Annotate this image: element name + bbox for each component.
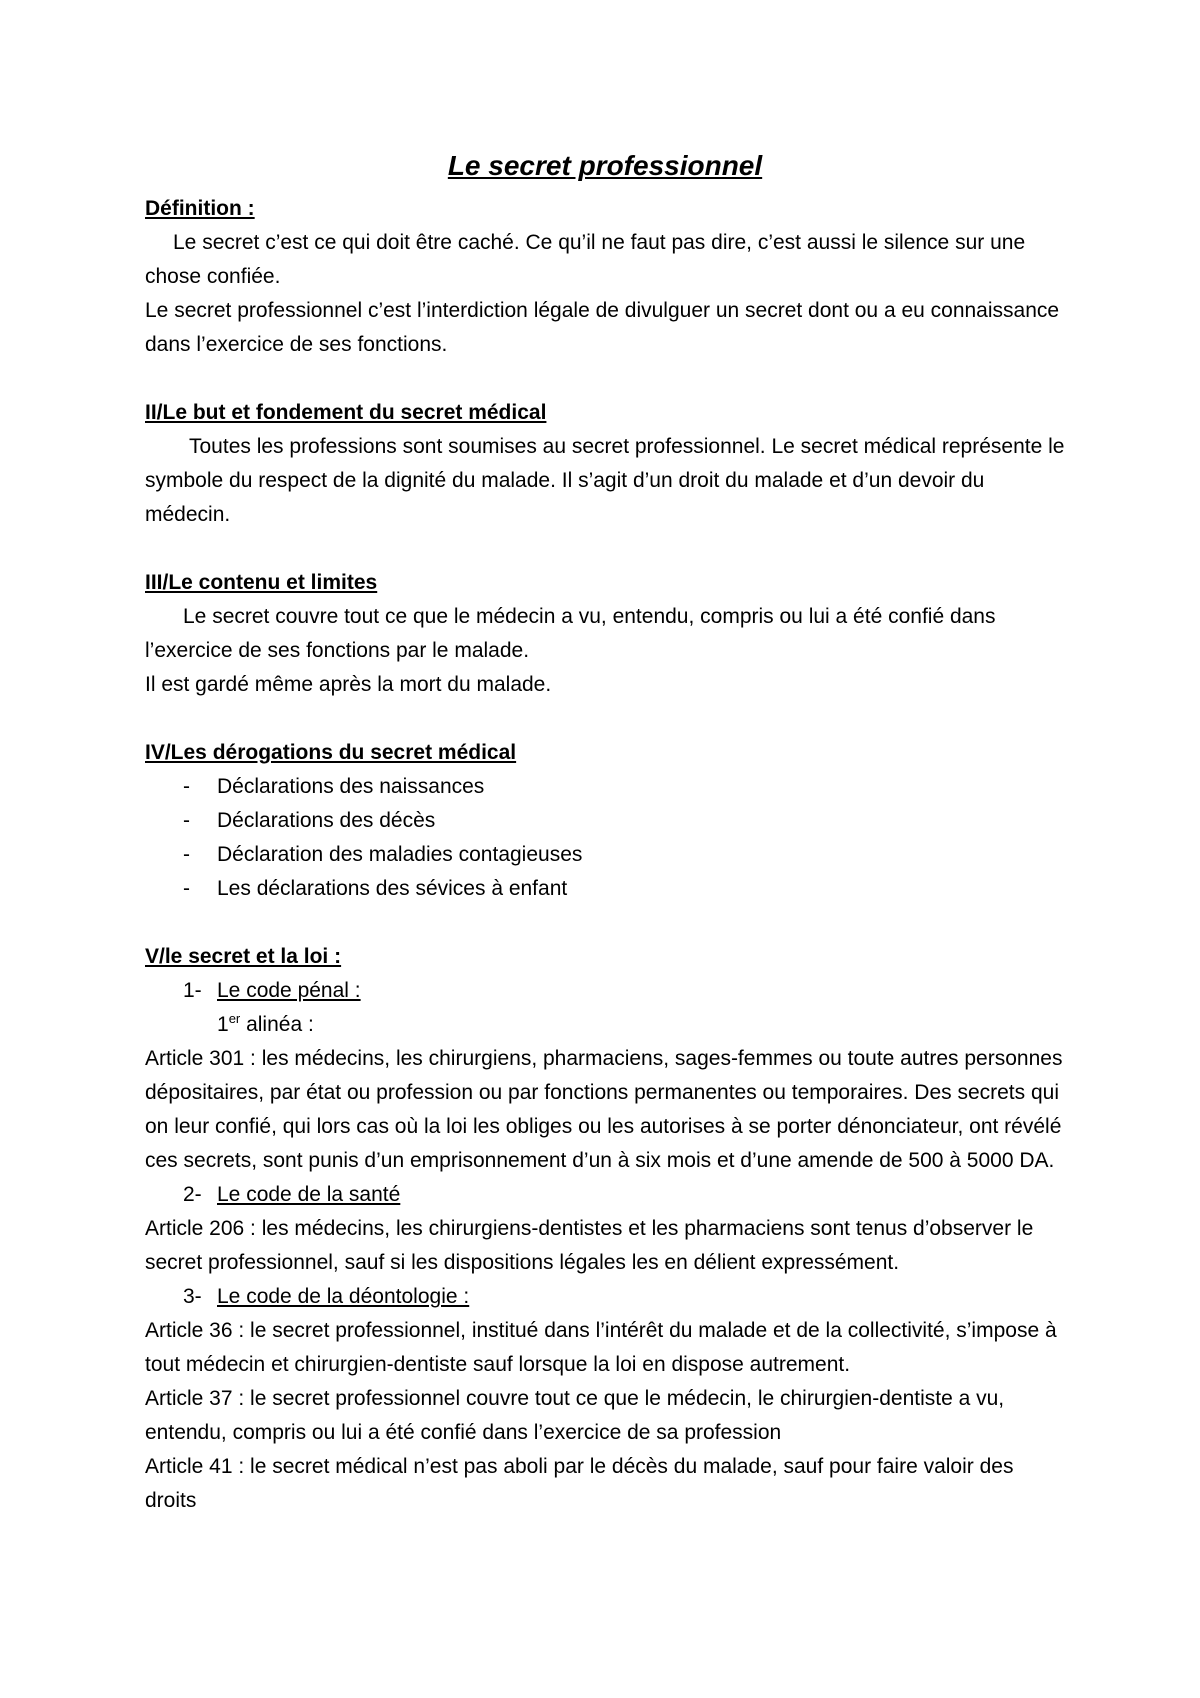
- section-5-heading: V/le secret et la loi :: [145, 945, 342, 968]
- section-2-heading: II/Le but et fondement du secret médical: [145, 401, 547, 424]
- article-206: Article 206 : les médecins, les chirurgiens-dentistes et les pharmaciens sont tenus d’observer le secret professionnel, sauf si les dispositions légales les en délient expressément.: [145, 1217, 1034, 1274]
- code-penal-label: Le code pénal :: [217, 979, 361, 1002]
- code-deontologie-item: [145, 1280, 1065, 1314]
- section-2-paragraph: Toutes les professions sont soumises au secret professionnel. Le secret médical représente le symbole du respect de la dignité du malade. Il s’agit d’un droit du malade et d’un devoir du médecin.: [145, 435, 1065, 526]
- dash-bullet: -: [183, 775, 190, 798]
- code-deontologie-label: Le code de la déontologie :: [217, 1285, 470, 1308]
- alinea-superscript: er: [228, 1011, 241, 1026]
- list-item: [145, 770, 1065, 804]
- spacer: [145, 362, 1065, 396]
- spacer: [145, 532, 1065, 566]
- dash-bullet: -: [183, 809, 190, 832]
- document-title: Le secret professionnel: [447, 150, 763, 181]
- alinea-label: alinéa :: [240, 1013, 314, 1036]
- alinea-line: [145, 1008, 1065, 1042]
- list-item-text: Déclarations des naissances: [217, 775, 485, 798]
- code-sante-item: [145, 1178, 1065, 1212]
- spacer: [145, 702, 1065, 736]
- item-number: 1-: [183, 979, 202, 1002]
- section-3-paragraph-1: Le secret couvre tout ce que le médecin a vu, entendu, compris ou lui a été confié dans l’exercice de ses fonctions par le malade.: [145, 605, 996, 662]
- article-41: Article 41 : le secret médical n’est pas aboli par le décès du malade, sauf pour faire valoir des droits: [145, 1455, 1014, 1512]
- section-3-paragraph-2: Il est gardé même après la mort du malade.: [145, 673, 552, 696]
- item-number: 3-: [183, 1285, 202, 1308]
- definition-paragraph-1: Le secret c’est ce qui doit être caché. Ce qu’il ne faut pas dire, c’est aussi le silence sur une chose confiée.: [145, 231, 1026, 288]
- list-item-text: Les déclarations des sévices à enfant: [217, 877, 568, 900]
- alinea-number: 1: [217, 1013, 229, 1036]
- list-item: [145, 804, 1065, 838]
- definition-heading: Définition :: [145, 197, 255, 220]
- list-item-text: Déclaration des maladies contagieuses: [217, 843, 583, 866]
- list-item-text: Déclarations des décès: [217, 809, 436, 832]
- derogations-list: [145, 770, 1065, 906]
- list-item: [145, 838, 1065, 872]
- item-number: 2-: [183, 1183, 202, 1206]
- article-36: Article 36 : le secret professionnel, institué dans l’intérêt du malade et de la collectivité, s’impose à tout médecin et chirurgien-dentiste sauf lorsque la loi en dispose autrement.: [145, 1319, 1057, 1376]
- article-301: Article 301 : les médecins, les chirurgiens, pharmaciens, sages-femmes ou toute autres personnes dépositaires, par état ou profession ou par fonctions permanentes ou temporaires. Des secrets qui on leur confié, qui lors cas où la loi les obliges ou les autorises à se porter dénonciateur, ont révélé ces secrets, sont punis d’un emprisonnement d’un à six mois et d’une amende de 500 à 5000 DA.: [145, 1047, 1063, 1172]
- section-3-heading: III/Le contenu et limites: [145, 571, 378, 594]
- list-item: [145, 872, 1065, 906]
- section-4-heading: IV/Les dérogations du secret médical: [145, 741, 517, 764]
- code-sante-label: Le code de la santé: [217, 1183, 401, 1206]
- code-penal-item: [145, 974, 1065, 1008]
- definition-paragraph-2: Le secret professionnel c’est l’interdiction légale de divulguer un secret dont ou a eu connaissance dans l’exercice de ses fonctions.: [145, 299, 1060, 356]
- spacer: [145, 906, 1065, 940]
- article-37: Article 37 : le secret professionnel couvre tout ce que le médecin, le chirurgien-dentiste a vu, entendu, compris ou lui a été confié dans l’exercice de sa profession: [145, 1387, 1005, 1444]
- dash-bullet: -: [183, 843, 190, 866]
- dash-bullet: -: [183, 877, 190, 900]
- document-page: [145, 146, 1065, 1518]
